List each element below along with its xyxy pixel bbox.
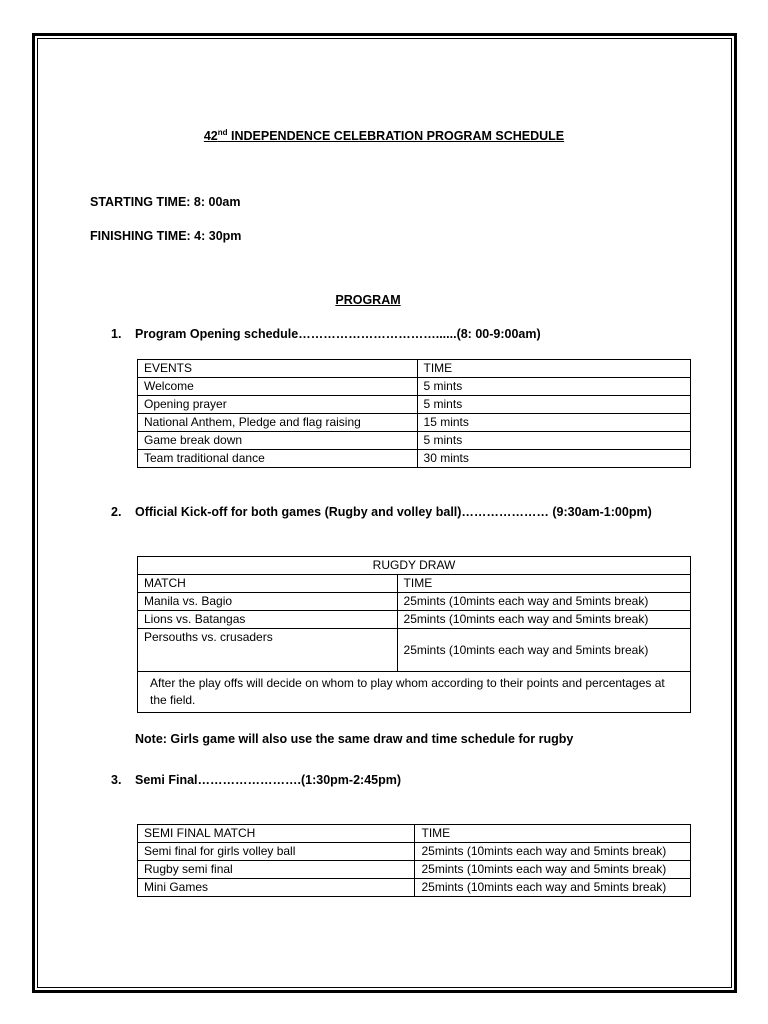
table-row <box>138 593 691 611</box>
table-cell: 25mints (10mints each way and 5mints break) <box>415 843 691 861</box>
table-row <box>138 843 691 861</box>
table-row <box>138 378 691 396</box>
table-row <box>138 414 691 432</box>
table-caption: RUGDY DRAW <box>138 557 691 575</box>
table-cell: Semi final for girls volley ball <box>138 843 415 861</box>
table-cell: 5 mints <box>417 432 690 450</box>
table-header: TIME <box>417 360 690 378</box>
program-item-semifinal: 3. Semi Final…………………….(1:30pm-2:45pm) <box>111 773 402 787</box>
table-header-row <box>138 575 691 593</box>
semi-final-table <box>137 824 691 897</box>
table-cell: 25mints (10mints each way and 5mints break) <box>415 861 691 879</box>
rugby-draw-table <box>137 556 691 713</box>
opening-schedule-table <box>137 359 691 468</box>
table-caption-row <box>138 557 691 575</box>
table-row <box>138 396 691 414</box>
table-cell: Welcome <box>138 378 418 396</box>
table-row <box>138 611 691 629</box>
page-title: 42nd INDEPENDENCE CELEBRATION PROGRAM SCHEDULE <box>203 128 565 144</box>
table-header: TIME <box>415 825 691 843</box>
table-header: TIME <box>397 575 690 593</box>
table-row <box>138 432 691 450</box>
table-cell: 30 mints <box>417 450 690 468</box>
table-cell: 5 mints <box>417 378 690 396</box>
table-cell: 15 mints <box>417 414 690 432</box>
table-cell: 25mints (10mints each way and 5mints break) <box>397 611 690 629</box>
table-header-row <box>138 825 691 843</box>
finishing-time: FINISHING TIME: 4: 30pm <box>90 229 242 243</box>
starting-time: STARTING TIME: 8: 00am <box>90 195 241 209</box>
table-cell: Manila vs. Bagio <box>138 593 398 611</box>
table-header: SEMI FINAL MATCH <box>138 825 415 843</box>
table-cell: Persouths vs. crusaders <box>138 629 398 672</box>
table-row <box>138 861 691 879</box>
table-cell: Game break down <box>138 432 418 450</box>
table-footer-row <box>138 672 691 713</box>
table-cell: National Anthem, Pledge and flag raising <box>138 414 418 432</box>
rugby-note: Note: Girls game will also use the same draw and time schedule for rugby <box>135 732 574 746</box>
table-cell: Team traditional dance <box>138 450 418 468</box>
table-row <box>138 629 691 672</box>
table-header: MATCH <box>138 575 398 593</box>
table-cell: Rugby semi final <box>138 861 415 879</box>
table-cell: 25mints (10mints each way and 5mints break) <box>415 879 691 897</box>
program-heading: PROGRAM <box>335 293 401 307</box>
table-row <box>138 450 691 468</box>
table-cell: 25mints (10mints each way and 5mints break) <box>397 629 690 672</box>
table-cell: Mini Games <box>138 879 415 897</box>
table-cell: 5 mints <box>417 396 690 414</box>
table-row <box>138 879 691 897</box>
table-cell: Opening prayer <box>138 396 418 414</box>
table-header-row <box>138 360 691 378</box>
program-item-kickoff: 2. Official Kick-off for both games (Rugby and volley ball)………………… (9:30am-1:00pm) <box>111 505 652 519</box>
table-cell: 25mints (10mints each way and 5mints break) <box>397 593 690 611</box>
table-cell: Lions vs. Batangas <box>138 611 398 629</box>
table-footer: After the play offs will decide on whom to play whom according to their points and percentages at the field. <box>138 672 691 713</box>
program-item-opening: 1. Program Opening schedule……………………………......(8: 00-9:00am) <box>111 327 541 341</box>
table-header: EVENTS <box>138 360 418 378</box>
